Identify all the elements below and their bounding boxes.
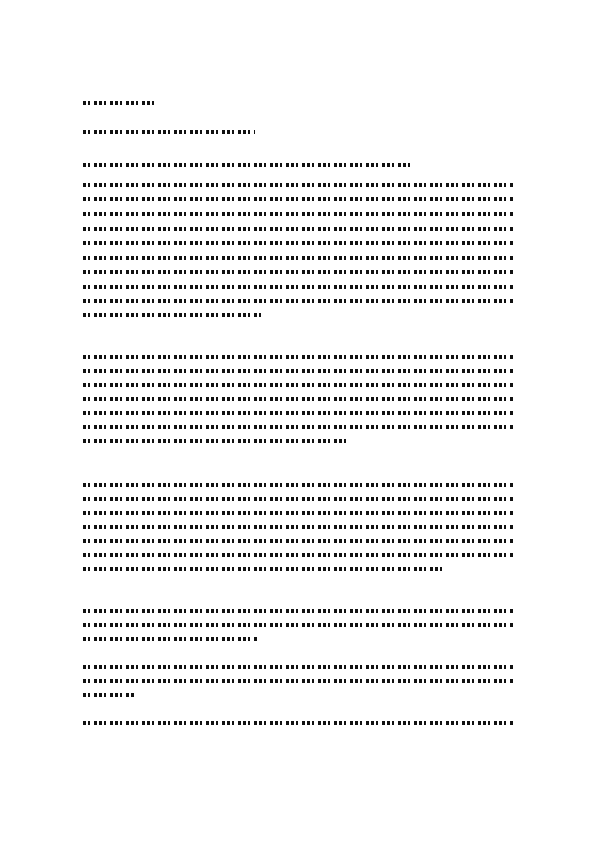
text-line xyxy=(83,497,513,501)
text-line xyxy=(83,693,135,697)
text-line xyxy=(83,665,513,669)
document-subheader xyxy=(83,130,255,134)
text-line xyxy=(83,397,513,401)
text-line xyxy=(83,256,513,260)
text-line xyxy=(83,511,513,515)
text-line xyxy=(83,299,513,303)
text-line xyxy=(83,285,513,289)
text-line xyxy=(83,411,513,415)
text-line xyxy=(83,623,513,627)
text-line xyxy=(83,721,513,725)
text-line xyxy=(83,369,513,373)
text-line xyxy=(83,355,513,359)
text-line xyxy=(83,197,513,201)
text-line xyxy=(83,553,513,557)
text-line xyxy=(83,212,513,216)
text-line xyxy=(83,609,513,613)
text-line xyxy=(83,525,513,529)
text-line xyxy=(83,637,259,641)
text-line xyxy=(83,183,513,187)
text-line xyxy=(83,567,445,571)
text-line xyxy=(83,313,261,317)
text-line xyxy=(83,539,513,543)
text-line xyxy=(83,679,513,683)
text-line xyxy=(83,270,513,274)
text-line xyxy=(83,483,513,487)
text-line xyxy=(83,383,513,387)
text-line xyxy=(83,163,413,167)
text-line xyxy=(83,227,513,231)
document-header xyxy=(83,101,157,105)
text-line xyxy=(83,241,513,245)
text-line xyxy=(83,425,513,429)
text-line xyxy=(83,439,348,443)
